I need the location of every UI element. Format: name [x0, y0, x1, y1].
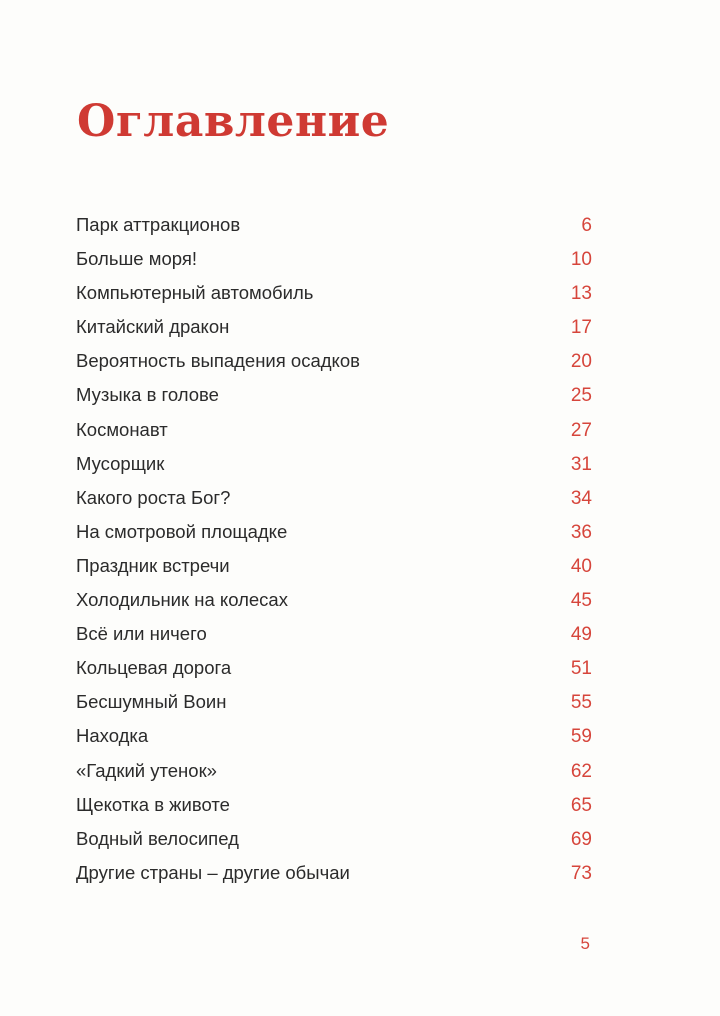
toc-entry: [76, 651, 592, 685]
toc-entry-title: Космонавт: [76, 418, 168, 440]
toc-entry-page: 25: [570, 385, 592, 407]
toc-entry-title: Водный велосипед: [76, 827, 239, 849]
toc-entry-title: Холодильник на колесах: [76, 589, 288, 611]
toc-entry: [76, 447, 592, 481]
toc-entry-page: 51: [570, 658, 592, 680]
toc-entry-title: Кольцевая дорога: [76, 657, 232, 679]
toc-entry-page: 27: [570, 419, 592, 441]
toc-entry-page: 73: [570, 862, 592, 884]
toc-entry-page: 40: [570, 555, 592, 577]
toc-entry-title: Мусорщик: [76, 452, 165, 474]
toc-entry-page: 10: [570, 249, 592, 271]
toc-entry: [76, 378, 592, 412]
toc-entry-page: 31: [570, 453, 592, 475]
toc-entry: [76, 583, 592, 617]
toc-entry: [76, 481, 592, 515]
toc-entry: [76, 549, 592, 583]
table-of-contents: [76, 208, 592, 890]
toc-entry-title: Бесшумный Воин: [76, 691, 227, 713]
toc-entry: [76, 822, 592, 856]
toc-entry: [76, 276, 592, 310]
toc-entry-title: Другие страны – другие обычаи: [76, 861, 350, 883]
toc-entry-page: 13: [570, 283, 592, 305]
toc-entry-page: 62: [570, 760, 592, 782]
toc-entry-page: 20: [570, 351, 592, 373]
toc-entry-page: 65: [570, 794, 592, 816]
toc-entry: [76, 788, 592, 822]
toc-entry-page: 59: [570, 726, 592, 748]
toc-entry-page: 36: [570, 521, 592, 543]
toc-entry: [76, 413, 592, 447]
toc-entry-title: Больше моря!: [76, 248, 197, 270]
toc-entry-page: 6: [581, 215, 592, 236]
toc-entry-title: Китайский дракон: [76, 316, 230, 338]
toc-entry: [76, 515, 592, 549]
toc-entry-title: На смотровой площадке: [76, 520, 288, 542]
toc-entry: [76, 208, 592, 242]
toc-entry-title: Компьютерный автомобиль: [76, 282, 314, 304]
toc-entry-title: Музыка в голове: [76, 384, 219, 406]
toc-entry-title: Вероятность выпадения осадков: [76, 350, 360, 372]
toc-entry-page: 55: [570, 692, 592, 714]
toc-entry: [76, 856, 592, 890]
toc-entry: [76, 617, 592, 651]
toc-entry-title: Щекотка в животе: [76, 793, 230, 815]
toc-entry: [76, 719, 592, 753]
toc-entry-page: 45: [570, 590, 592, 612]
toc-entry-title: «Гадкий утенок»: [76, 759, 217, 781]
toc-entry-title: Праздник встречи: [76, 554, 230, 576]
toc-entry-page: 34: [570, 487, 592, 509]
toc-entry: [76, 310, 592, 344]
toc-entry: [76, 685, 592, 719]
toc-entry-title: Какого роста Бог?: [76, 486, 231, 508]
page-title: Оглавление: [77, 96, 390, 147]
toc-entry-page: 49: [570, 624, 592, 646]
page-number: 5: [580, 934, 590, 953]
toc-entry: [76, 242, 592, 276]
toc-entry-title: Парк аттракционов: [76, 214, 241, 235]
toc-entry: [76, 754, 592, 788]
toc-entry-page: 69: [570, 828, 592, 850]
toc-entry-title: Находка: [76, 725, 149, 747]
toc-entry-title: Всё или ничего: [76, 623, 207, 645]
toc-entry-page: 17: [570, 317, 592, 339]
toc-entry: [76, 344, 592, 378]
